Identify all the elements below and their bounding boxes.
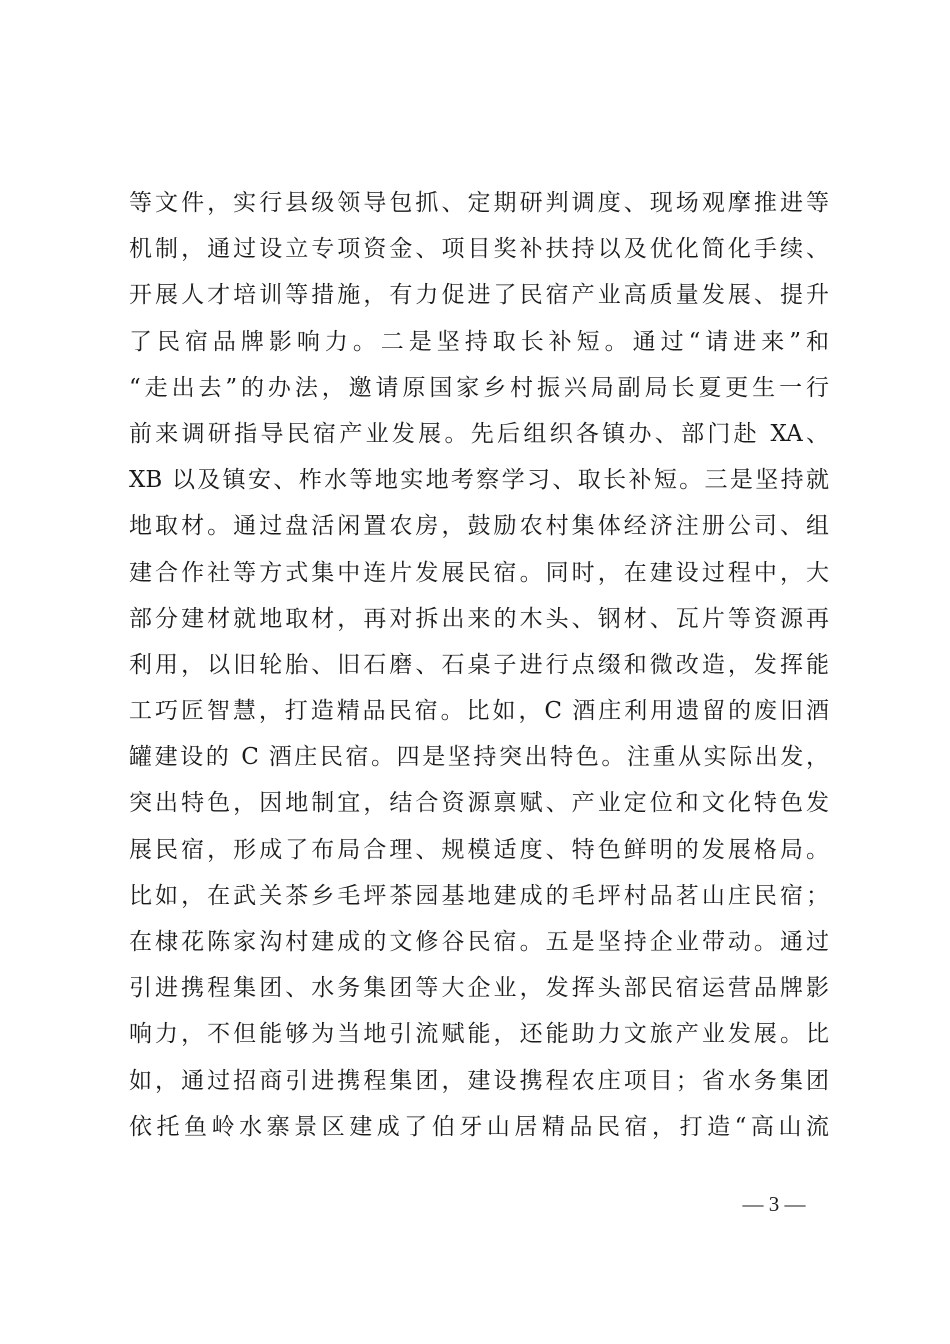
text-line: 罐建设的 C 酒庄民宿。四是坚持突出特色。注重从实际出发， <box>129 744 829 771</box>
page-number: — 3 — <box>742 1192 806 1216</box>
text-line: 展民宿，形成了布局合理、规模适度、特色鲜明的发展格局。 <box>129 836 829 863</box>
text-line: 如，通过招商引进携程集团，建设携程农庄项目；省水务集团 <box>129 1067 829 1094</box>
text-line: 前来调研指导民宿产业发展。先后组织各镇办、部门赴 XA、 <box>129 420 829 447</box>
text-line: 突出特色，因地制宜，结合资源禀赋、产业定位和文化特色发 <box>129 790 829 817</box>
text-line: “走出去”的办法，邀请原国家乡村振兴局副局长夏更生一行 <box>129 374 829 401</box>
text-line: 等文件，实行县级领导包抓、定期研判调度、现场观摩推进等 <box>129 190 829 216</box>
document-body <box>129 180 829 1150</box>
text-line: 比如，在武关茶乡毛坪茶园基地建成的毛坪村品茗山庄民宿； <box>129 882 829 909</box>
text-line: 机制，通过设立专项资金、项目奖补扶持以及优化简化手续、 <box>129 236 829 263</box>
text-line: 地取材。通过盘活闲置农房，鼓励农村集体经济注册公司、组 <box>129 513 829 540</box>
text-line: 响力，不但能够为当地引流赋能，还能助力文旅产业发展。比 <box>129 1021 829 1048</box>
text-line: 利用，以旧轮胎、旧石磨、石桌子进行点缀和微改造，发挥能 <box>129 651 829 678</box>
text-line: 工巧匠智慧，打造精品民宿。比如，C 酒庄利用遗留的废旧酒 <box>129 698 829 725</box>
text-line: 建合作社等方式集中连片发展民宿。同时，在建设过程中，大 <box>129 559 829 586</box>
text-line: 部分建材就地取材，再对拆出来的木头、钢材、瓦片等资源再 <box>129 605 829 632</box>
text-line: 开展人才培训等措施，有力促进了民宿产业高质量发展、提升 <box>129 282 829 309</box>
text-line: 了民宿品牌影响力。二是坚持取长补短。通过“请进来”和 <box>129 328 829 355</box>
text-line: 在棣花陈家沟村建成的文修谷民宿。五是坚持企业带动。通过 <box>129 929 829 955</box>
text-line: XB 以及镇安、柞水等地实地考察学习、取长补短。三是坚持就 <box>129 467 829 494</box>
text-line: 依托鱼岭水寨景区建成了伯牙山居精品民宿，打造“高山流 <box>129 1113 829 1140</box>
text-line: 引进携程集团、水务集团等大企业，发挥头部民宿运营品牌影 <box>129 975 829 1002</box>
